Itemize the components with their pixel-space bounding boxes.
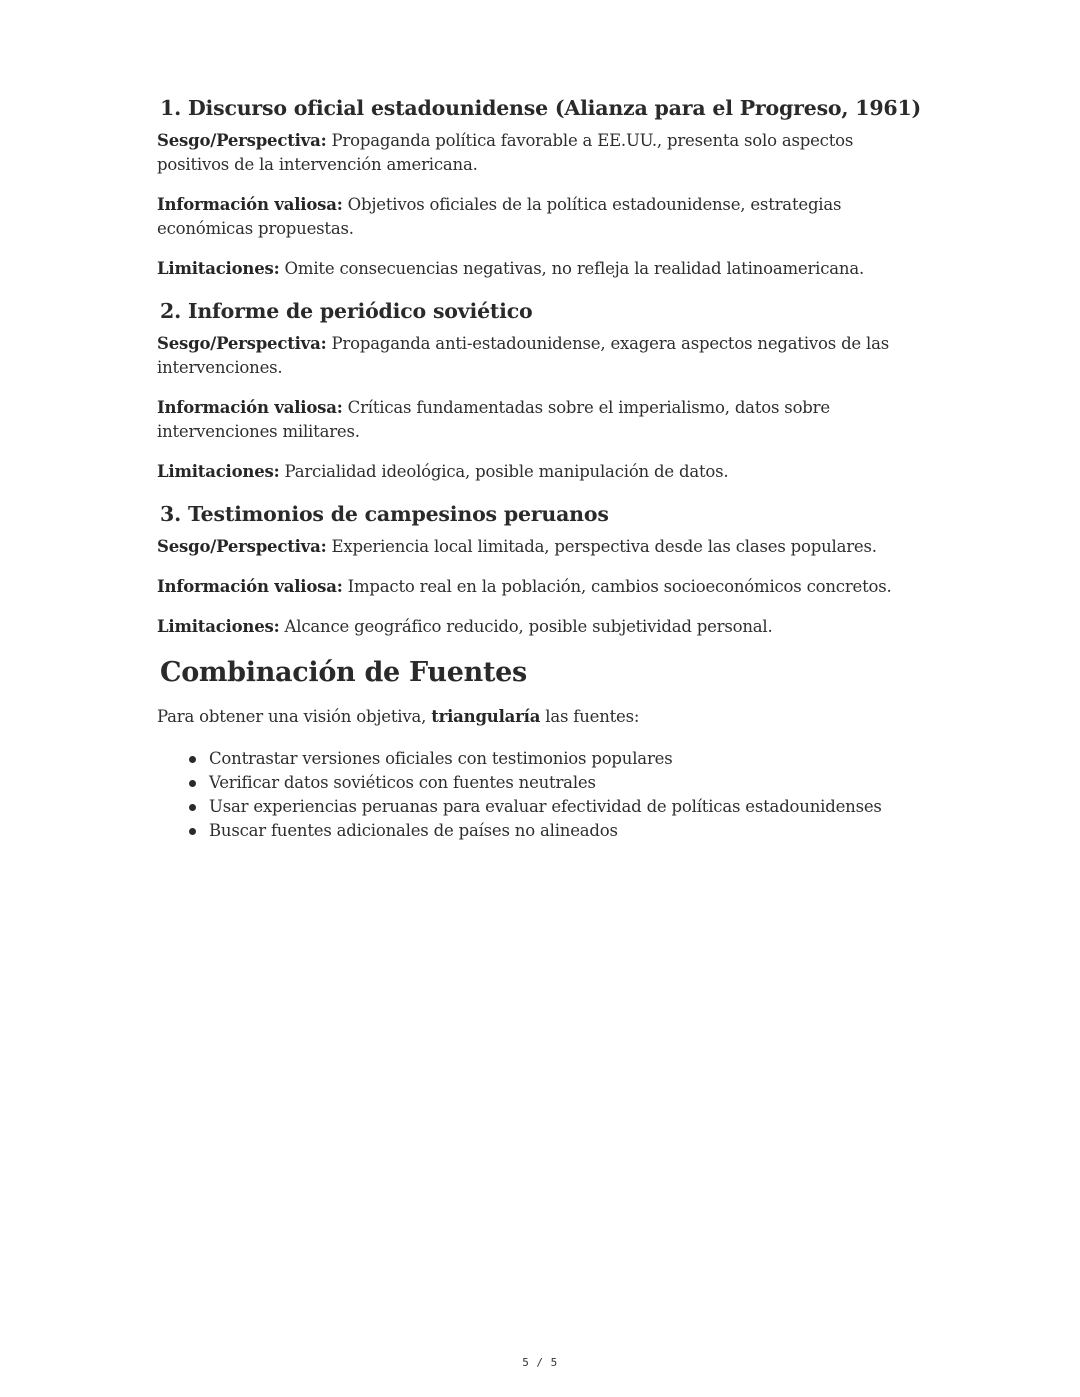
intro-bold-term: triangularía [431,707,541,726]
info-text: Impacto real en la población, cambios socioeconómicos concretos. [342,577,892,596]
bullet-icon [189,804,196,811]
source-block-1 [157,94,927,281]
bullet-icon [189,756,196,763]
combination-bullet-list [157,747,927,843]
list-item [209,771,927,795]
bullet-icon [189,780,196,787]
info-label: Información valiosa: [157,398,343,417]
bias-label: Sesgo/Perspectiva: [157,537,327,556]
list-item [209,795,927,819]
source-title: 2. Informe de periódico soviético [160,299,533,323]
info-paragraph [157,575,927,599]
limits-paragraph [157,615,927,639]
page-number: 5 / 5 [522,1356,558,1369]
bias-paragraph [157,332,927,380]
limits-label: Limitaciones: [157,617,280,636]
limits-text: Alcance geográfico reducido, posible subjetividad personal. [279,617,773,636]
intro-text-after: las fuentes: [540,707,640,726]
limits-paragraph [157,257,927,281]
bias-paragraph [157,129,927,177]
limits-label: Limitaciones: [157,259,280,278]
intro-text-before: Para obtener una visión objetiva, [157,707,432,726]
list-item [209,819,927,843]
list-item [209,747,927,771]
limits-paragraph [157,460,927,484]
list-item-text: Verificar datos soviéticos con fuentes neutrales [209,773,596,792]
bias-label: Sesgo/Perspectiva: [157,131,327,150]
info-label: Información valiosa: [157,195,343,214]
info-paragraph [157,193,927,241]
combination-heading: Combinación de Fuentes [160,657,527,688]
source-title: 3. Testimonios de campesinos peruanos [160,502,609,526]
info-label: Información valiosa: [157,577,343,596]
combination-intro [157,705,927,729]
limits-text: Omite consecuencias negativas, no refleja la realidad latinoamericana. [279,259,865,278]
source-block-3 [157,500,927,639]
bullet-icon [189,828,196,835]
list-item-text: Usar experiencias peruanas para evaluar efectividad de políticas estadounidenses [209,797,882,816]
source-title: 1. Discurso oficial estadounidense (Alianza para el Progreso, 1961) [160,96,922,120]
info-text: Críticas fundamentadas sobre el imperialismo, datos sobre intervenciones militares. [157,398,830,441]
bias-text: Propaganda política favorable a EE.UU., presenta solo aspectos positivos de la intervención americana. [157,131,854,174]
source-block-2 [157,297,927,484]
info-text: Objetivos oficiales de la política estadounidense, estrategias económicas propuestas. [157,195,842,238]
bias-paragraph [157,535,927,559]
bias-text: Propaganda anti-estadounidense, exagera aspectos negativos de las intervenciones. [157,334,890,377]
info-paragraph [157,396,927,444]
list-item-text: Buscar fuentes adicionales de países no alineados [209,821,618,840]
bias-label: Sesgo/Perspectiva: [157,334,327,353]
page-content [157,94,927,843]
list-item-text: Contrastar versiones oficiales con testimonios populares [209,749,673,768]
limits-label: Limitaciones: [157,462,280,481]
bias-text: Experiencia local limitada, perspectiva desde las clases populares. [326,537,877,556]
limits-text: Parcialidad ideológica, posible manipulación de datos. [279,462,729,481]
